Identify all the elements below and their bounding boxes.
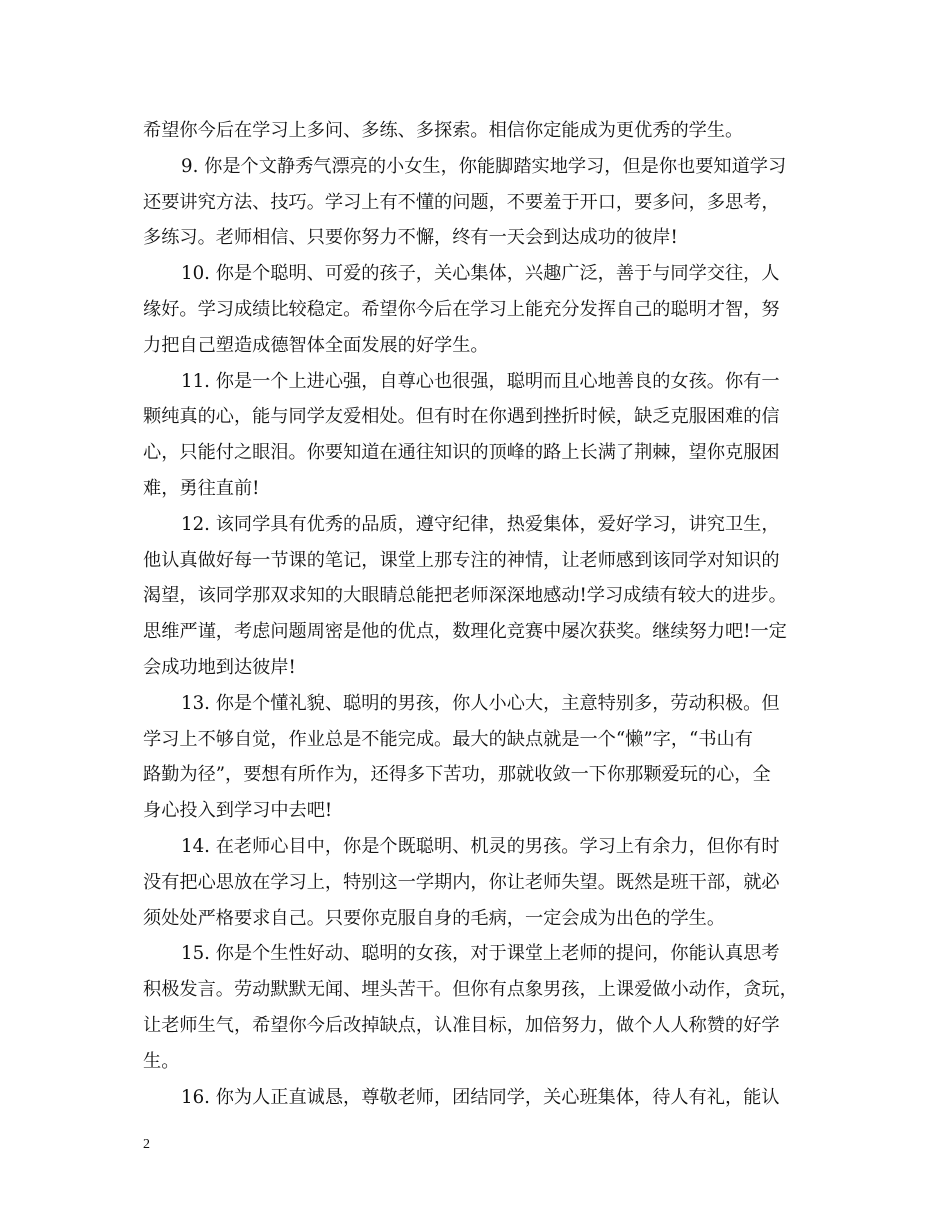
paragraph-line: 多练习。老师相信、只要你努力不懈，终有一天会到达成功的彼岸! [143,227,678,249]
paragraph-line: 没有把心思放在学习上，特别这一学期内，你让老师失望。既然是班干部，就必 [143,871,780,893]
paragraph-first-line: 13. 你是个懂礼貌、聪明的男孩，你人小心大，主意特别多，劳动积极。但 [181,692,780,714]
paragraph-line: 心，只能付之眼泪。你要知道在通往知识的顶峰的路上长满了荆棘，望你克服困 [143,442,780,464]
paragraph-line: 渴望，该同学那双求知的大眼睛总能把老师深深地感动!学习成绩有较大的进步。 [143,585,787,607]
paragraph-first-line: 16. 你为人正直诚恳，尊敬老师，团结同学，关心班集体，待人有礼，能认 [181,1086,780,1108]
paragraph-line: 生。 [143,1050,180,1072]
paragraph-line: 让老师生气，希望你今后改掉缺点，认准目标，加倍努力，做个人人称赞的好学 [143,1014,780,1036]
paragraph-line: 力把自己塑造成德智体全面发展的好学生。 [143,334,489,356]
paragraph-line: 难，勇往直前! [143,477,260,499]
paragraph-first-line: 15. 你是个生性好动、聪明的女孩，对于课堂上老师的提问，你能认真思考 [181,943,780,965]
paragraph-line: 思维严谨，考虑问题周密是他的优点，数理化竞赛中屡次获奖。继续努力吧!一定 [143,621,787,643]
paragraph-line: 身心投入到学习中去吧! [143,800,333,822]
paragraph-first-line: 10. 你是个聪明、可爱的孩子，关心集体，兴趣广泛，善于与同学交往，人 [181,263,780,285]
paragraph-line: 须处处严格要求自己。只要你克服自身的毛病，一定会成为出色的学生。 [143,907,726,929]
page-number: 2 [143,1137,150,1152]
paragraph-first-line: 14. 在老师心目中，你是个既聪明、机灵的男孩。学习上有余力，但你有时 [181,835,780,857]
paragraph-line: 希望你今后在学习上多问、多练、多探索。相信你定能成为更优秀的学生。 [143,120,744,141]
paragraph-line: 缘好。学习成绩比较稳定。希望你今后在学习上能充分发挥自己的聪明才智，努 [143,298,780,320]
document-body [143,113,828,1115]
paragraph-line: 颗纯真的心，能与同学友爱相处。但有时在你遇到挫折时候，缺乏克服困难的信 [143,406,780,428]
paragraph-line: 积极发言。劳动默默无闻、埋头苦干。但你有点象男孩，上课爱做小动作，贪玩， [143,979,798,1001]
paragraph-first-line: 11. 你是一个上进心强，自尊心也很强，聪明而且心地善良的女孩。你有一 [181,370,780,392]
paragraph-line: 他认真做好每一节课的笔记，课堂上那专注的神情，让老师感到该同学对知识的 [143,549,780,571]
paragraph-line: 还要讲究方法、技巧。学习上有不懂的问题，不要羞于开口，要多问，多思考， [143,191,780,213]
paragraph-first-line: 9. 你是个文静秀气漂亮的小女生，你能脚踏实地学习，但是你也要知道学习 [181,155,787,177]
paragraph-first-line: 12. 该同学具有优秀的品质，遵守纪律，热爱集体，爱好学习，讲究卫生， [181,513,780,535]
paragraph-line: 会成功地到达彼岸! [143,656,296,678]
paragraph-line: 学习上不够自觉，作业总是不能完成。最大的缺点就是一个“懒”字，“书山有 [143,728,753,750]
paragraph-line: 路勤为径”，要想有所作为，还得多下苦功，那就收敛一下你那颗爱玩的心，全 [143,764,771,786]
